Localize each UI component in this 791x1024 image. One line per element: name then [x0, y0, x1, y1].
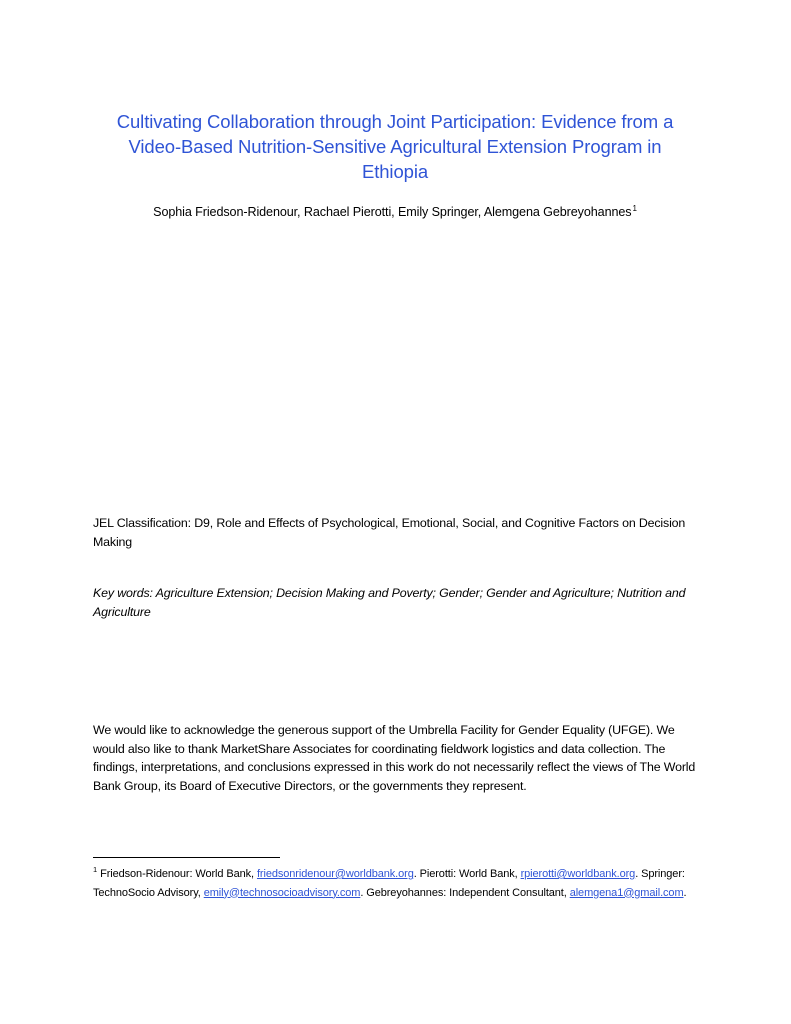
footnote-text-4: . Gebreyohannes: Independent Consultant, [360, 886, 570, 899]
footnote-text-1: Friedson-Ridenour: World Bank, [100, 868, 257, 880]
jel-classification: JEL Classification: D9, Role and Effects of Psychological, Emotional, Social, and Cognitive Factors on Decision Making [93, 516, 686, 549]
footnote-divider [93, 857, 280, 858]
author-names: Sophia Friedson-Ridenour, Rachael Pierotti, Emily Springer, Alemgena Gebreyohannes [153, 205, 632, 219]
acknowledgement-paragraph: We would like to acknowledge the generous support of the Umbrella Facility for Gender Equality (UFGE). We would also like to thank MarketShare Associates for coordinating fieldwork logistics and data collection. The findings, interpretations, and conclusions expressed in this work do not necessarily reflect the views of The World Bank Group, its Board of Executive Directors, or the governments they represent. [93, 723, 696, 794]
email-link-pierotti[interactable]: rpierotti@worldbank.org [520, 868, 636, 880]
author-footnote-marker[interactable]: 1 [632, 203, 637, 213]
footnote-text-5: . [683, 886, 687, 899]
email-link-gebreyohannes[interactable]: alemgena1@gmail.com [569, 886, 684, 899]
email-link-springer[interactable]: emily@technosocioadvisory.com [203, 886, 361, 899]
keywords: Key words: Agriculture Extension; Decision Making and Poverty; Gender; Gender and Agriculture; Nutrition and Agriculture [93, 586, 686, 619]
footnote-marker: 1 [93, 865, 98, 875]
footnote-text-2: . Pierotti: World Bank, [413, 868, 521, 880]
footnote [93, 865, 699, 902]
email-link-friedson-ridenour[interactable]: friedsonridenour@worldbank.org [256, 868, 414, 880]
author-list [95, 203, 695, 221]
paper-title: Cultivating Collaboration through Joint Participation: Evidence from a Video-Based Nutrition-Sensitive Agricultural Extension Program in Ethiopia [116, 111, 674, 182]
footnote-text-3: . Springer: TechnoSocio Advisory, [93, 868, 685, 899]
